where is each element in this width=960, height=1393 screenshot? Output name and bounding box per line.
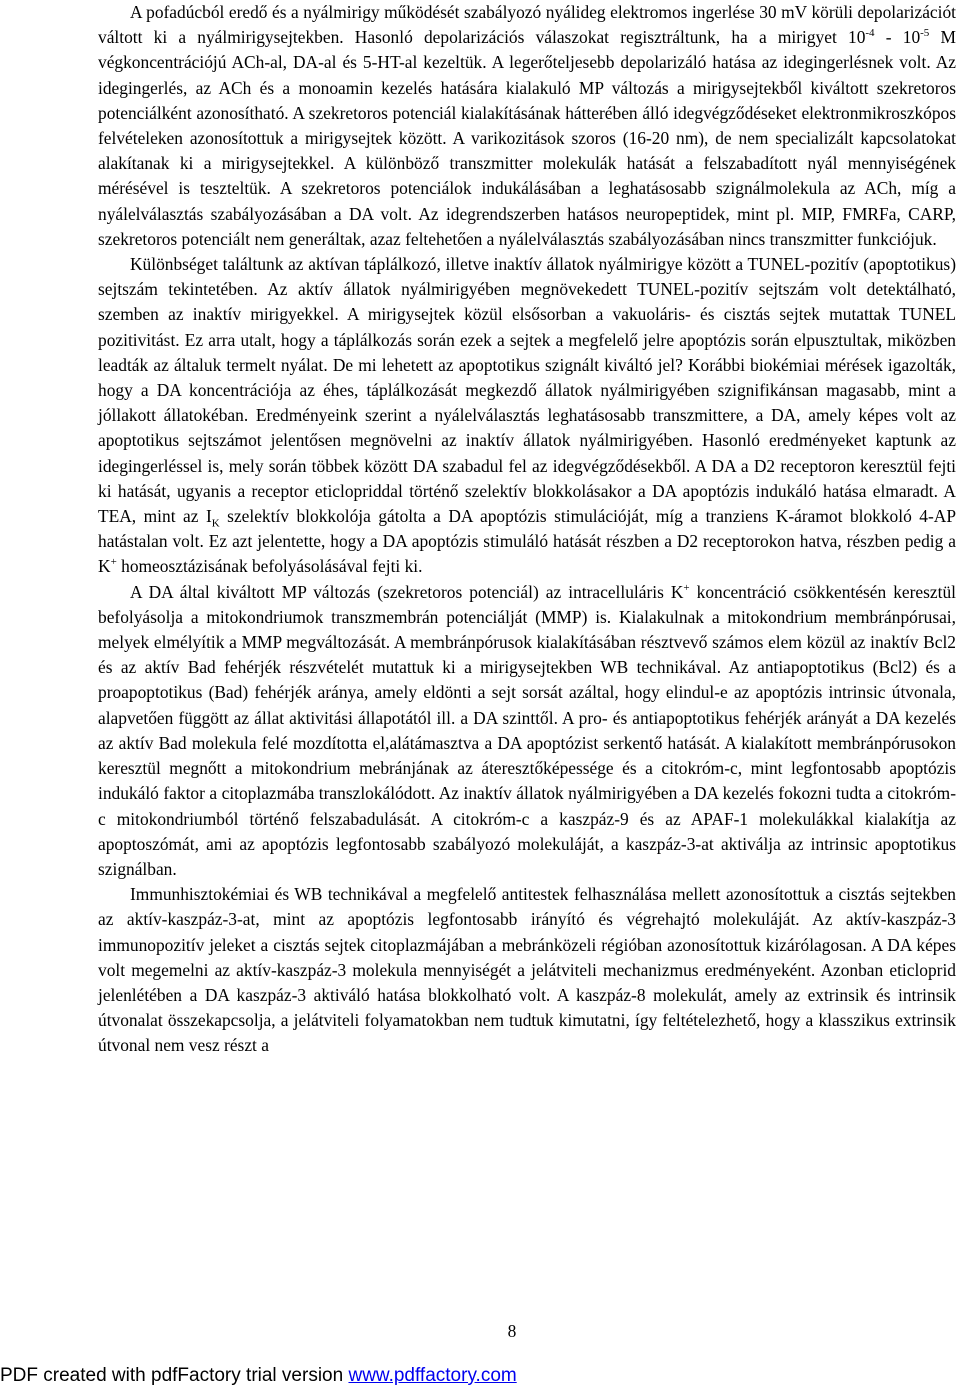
page-number: 8 [507,1321,517,1341]
superscript: + [683,581,690,594]
text-run: Különbséget találtunk az aktívan táplálkozó, illetve inaktív állatok nyálmirigye között a TUNEL-pozitív (apoptotikus) sejtszám tekintetében. Az aktív állatok nyálmirigyében megnövekedett TUNEL-pozitív sejtszám volt detektálható, szemben az inaktív mirigyekkel. A mirigysejtek közül elsősorban a vakuoláris- és cisztás sejtek mutattak TUNEL pozitivitást. Ez arra utalt, hogy a táplálkozás során ezek a sejtek a megfelelő jelre apoptózis során elpusztultak, miközben leadták az általuk termelt nyálat. De mi lehetett az apoptotikus szignált kiváltó jel? Korábbi biokémiai mérések igazolták, hogy a DA koncentrációja az éhes, táplálkozását megkezdő állatok nyálmirigyében szignifikánsan magasabb, mint a jóllakott állatokéban. Eredményeink szerint a nyálelválasztás leghatásosabb transzmittere, a DA, amely képes volt az apoptotikus sejtszámot jelentősen megnövelni az inaktív állatok nyálmirigyében. Hasonló eredményeket kaptunk az idegingerléssel is, mely során többek között DA szabadul fel az idegvégződésekből. A DA a D2 receptoron keresztül fejti ki hatását, ugyanis a receptor eticlopriddal történő szelektív blokkolásakor a DA apoptózis indukáló hatása elmaradt. A TEA, mint az I [98,254,956,527]
superscript: -4 [865,27,875,40]
paragraph-1 [98,0,956,252]
text-run: szelektív blokkolója gátolta a DA apoptózis stimulációját, míg a tranziens K-áramot blokkoló 4-AP hatástalan volt. Ez azt jelentette, hogy a DA apoptózis stimuláló hatását részben a D2 receptorokon hatva, részben pedig a K [98,506,956,577]
text-run: homeosztázisának befolyásolásával fejti ki. [116,556,423,577]
text-run: A pofadúcból eredő és a nyálmirigy működését szabályozó nyálideg elektromos ingerlése 30 mV körüli depolarizációt váltott ki a nyálmirigysejtekben. Hasonló depolarizációs válaszokat regisztráltunk, ha a mirigyet 10 [98,2,956,48]
text-run: Immunhisztokémiai és WB technikával a megfelelő antitestek felhasználása mellett azonosítottuk a cisztás sejtekben az aktív-kaszpáz-3-at, mint az apoptózis legfontosabb irányító és végrehajtó molekuláját. Az aktív-kaszpáz-3 immunopozitív jeleket a cisztás sejtek citoplazmájában a mebránközeli régióban azonosítottuk kizárólagosan. A DA képes volt megemelni az aktív-kaszpáz-3 molekula mennyiségét a jelátviteli mechanizmus eredményeként. Azonban eticloprid jelenlétében a DA kaszpáz-3 aktiváló hatása blokkolható volt. A kaszpáz-8 molekulát, amely az extrinsik és intrinsik útvonalat összekapcsolja, a jelátviteli folyamatokban nem tudtuk kimutatni, így feltételezhető, hogy a klasszikus extrinsik útvonal nem vesz részt a [98,884,956,1056]
text-run: A DA által kiváltott MP változás (szekretoros potenciál) az intracelluláris K [130,581,684,602]
text-run: - 10 [874,27,921,48]
paragraph-4 [98,882,956,1058]
superscript: + [110,556,117,569]
text-run: M végkoncentrációjú ACh-al, DA-al és 5-HT-al kezeltük. A legerőteljesebb depolarizáló hatása az idegingerlésnek volt. Az idegingerlés, az ACh és a monoamin kezelés hatására kialakuló MP változás a mirigysejtekből kiváltott szekretoros potenciálként azonosítható. A szekretoros potenciál kialakításának hátterében álló idegvégződéseket elektronmikroszkópos felvételeken azonosítottuk a mirigysejtek között. A varikozitások szoros (16-20 nm), de nem specializált kapcsolatokat alakítanak ki a mirigysejtekkel. A különböző transzmitter molekulák hatását a felszabadított nyál mennyiségének mérésével is teszteltük. A szekretoros potenciálok indukálásában a leghatásosabb szignálmolekula az ACh, míg a nyálelválasztás szabályozásában a DA volt. Az idegrendszerben hatásos neuropeptidek, mint pl. MIP, FMRFa, CARP, szekretoros potenciált nem generáltak, azaz feltehetően a nyálelválasztás szabályozásában nincs transzmitter funkciójuk. [98,27,956,249]
subscript: K [211,517,220,530]
superscript: -5 [920,27,930,40]
text-run: koncentráció csökkentésén keresztül befolyásolja a mitokondriumok transzmembrán potenciálját (MMP) is. Kialakulnak a mitokondrium membránpórusai, melyek elmélyítik a MMP megváltozását. A membránpórusok kialakításában résztvevő számos elem közül az inaktív Bcl2 és az aktív Bad fehérjék részvételét mutattuk ki a mirigysejtekben WB technikával. Az antiapoptotikus (Bcl2) és a proapoptotikus (Bad) fehérjék aránya, amely eldönti a sejt sorsát azáltal, hogy elindul-e az apoptózis intrinsic útvonala, alapvetően függött az állat aktivitási állapotától ill. a DA szinttől. A pro- és antiapoptotikus fehérjék arányát a DA kezelés az aktív Bad molekula felé mozdította el,alátámasztva a DA apoptózist serkentő hatását. A kialakított membránpórusokon keresztül megnőtt a mitokondrium mebránjának az áteresztőképessége és a citokróm-c, mint legfontosabb apoptózis indukáló faktor a citoplazmába transzlokálódott. Az inaktív állatok nyálmirigyében a DA kezelés fokozni tudta a citokróm-c mitokondriumból történő felszabadulását. A citokróm-c a kaszpáz-9 és az APAF-1 molekulákkal kialakítja az apoptoszómát, ami az apoptózis legfontosabb szabályozó molekuláját, a kaszpáz-3-at aktiválja az intrinsic apoptotikus szignálban. [98,581,956,879]
document-body [98,0,956,1059]
footer-prefix: PDF created with pdfFactory trial version [0,1365,349,1386]
paragraph-2 [98,252,956,580]
pdf-footer [0,1363,517,1389]
paragraph-3 [98,580,956,882]
footer-link[interactable]: www.pdffactory.com [348,1365,517,1386]
